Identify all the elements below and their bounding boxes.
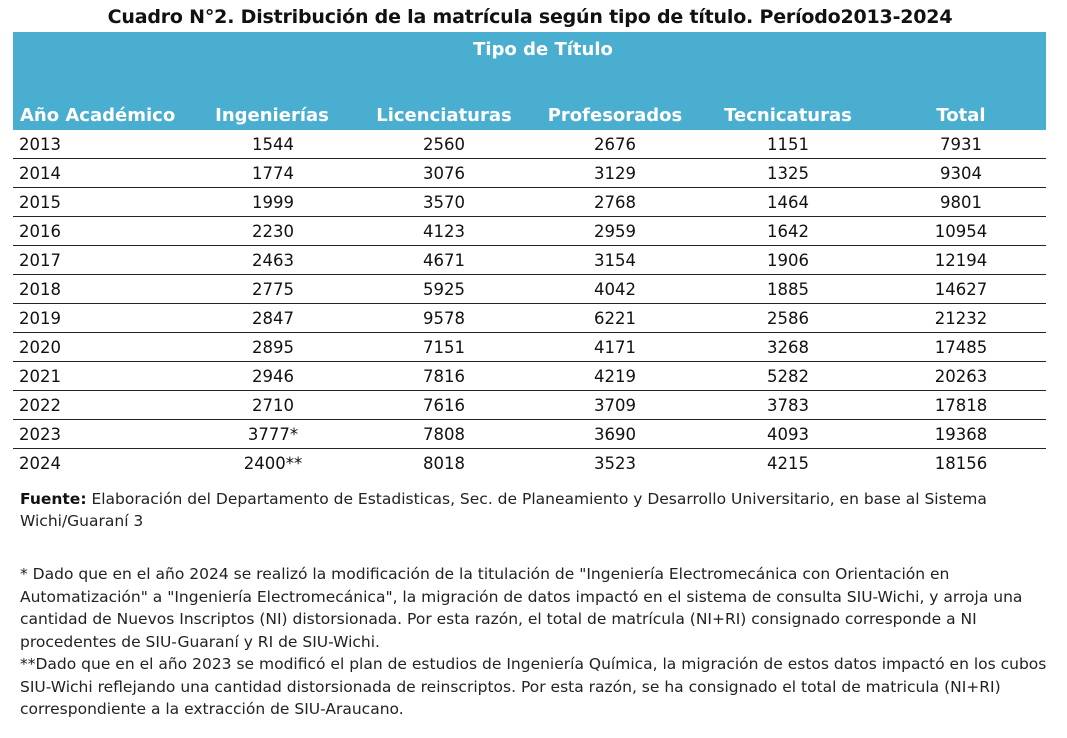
- cell-total: 9801: [940, 193, 982, 212]
- column-header-profesorados: Profesorados: [547, 105, 683, 126]
- cell-profesorados: 4171: [594, 338, 636, 357]
- cell-total: 7931: [940, 135, 982, 154]
- cell-total: 21232: [934, 309, 988, 328]
- source-label: Fuente:: [20, 490, 87, 508]
- cell-ingenierias: 1774: [252, 164, 294, 183]
- cell-tecnicaturas: 1325: [767, 164, 809, 183]
- cell-ingenierias: 2230: [252, 222, 294, 241]
- cell-year: 2018: [19, 280, 61, 299]
- cell-ingenierias: 2710: [252, 396, 294, 415]
- cell-year: 2024: [19, 454, 61, 473]
- cell-year: 2022: [19, 396, 61, 415]
- cell-licenciaturas: 7808: [423, 425, 465, 444]
- cell-tecnicaturas: 3783: [767, 396, 809, 415]
- cell-profesorados: 2676: [594, 135, 636, 154]
- cell-year: 2013: [19, 135, 61, 154]
- cell-profesorados: 3523: [594, 454, 636, 473]
- table-row: [13, 391, 1046, 420]
- cell-profesorados: 2768: [594, 193, 636, 212]
- cell-licenciaturas: 7151: [423, 338, 465, 357]
- cell-tecnicaturas: 1642: [767, 222, 809, 241]
- cell-ingenierias: 2463: [252, 251, 294, 270]
- cell-ingenierias: 2400**: [243, 454, 303, 473]
- enrollment-table: [13, 32, 1046, 477]
- cell-profesorados: 6221: [594, 309, 636, 328]
- table-row: [13, 449, 1046, 477]
- cell-profesorados: 4042: [594, 280, 636, 299]
- cell-tecnicaturas: 1885: [767, 280, 809, 299]
- cell-tecnicaturas: 1906: [767, 251, 809, 270]
- cell-licenciaturas: 4671: [423, 251, 465, 270]
- table-title: Cuadro N°2. Distribución de la matrícula según tipo de título. Período2013-2024: [107, 6, 953, 28]
- footnote-double-asterisk: **Dado que en el año 2023 se modificó el plan de estudios de Ingeniería Química, la migración de estos datos impactó en los cubos SIU-Wichi reflejando una cantidad distorsionada de reinscriptos. Por esta razón, se ha consignado el total de matricula (NI+RI) correspondiente a la extracción de SIU-Araucano.: [20, 655, 1047, 718]
- source-text: Elaboración del Departamento de Estadisticas, Sec. de Planeamiento y Desarrollo Universitario, en base al Sistema Wichi/Guaraní 3: [20, 490, 987, 530]
- column-header-total: Total: [936, 105, 986, 126]
- column-header-ingenierias: Ingenierías: [215, 105, 329, 126]
- source-note: [20, 488, 1050, 532]
- cell-profesorados: 3129: [594, 164, 636, 183]
- cell-year: 2017: [19, 251, 61, 270]
- cell-year: 2015: [19, 193, 61, 212]
- table-row: [13, 275, 1046, 304]
- cell-profesorados: 3709: [594, 396, 636, 415]
- cell-total: 12194: [934, 251, 988, 270]
- cell-profesorados: 2959: [594, 222, 636, 241]
- cell-year: 2020: [19, 338, 61, 357]
- table-row: [13, 333, 1046, 362]
- cell-ingenierias: 1999: [252, 193, 294, 212]
- table-row: [13, 246, 1046, 275]
- table-row: [13, 362, 1046, 391]
- cell-total: 9304: [940, 164, 982, 183]
- table-row: [13, 159, 1046, 188]
- cell-ingenierias: 2946: [252, 367, 294, 386]
- cell-year: 2021: [19, 367, 61, 386]
- cell-year: 2023: [19, 425, 61, 444]
- cell-total: 19368: [934, 425, 988, 444]
- cell-licenciaturas: 9578: [423, 309, 465, 328]
- cell-licenciaturas: 2560: [423, 135, 465, 154]
- cell-tecnicaturas: 3268: [767, 338, 809, 357]
- cell-tecnicaturas: 5282: [767, 367, 809, 386]
- cell-tecnicaturas: 4215: [767, 454, 809, 473]
- cell-licenciaturas: 3570: [423, 193, 465, 212]
- cell-licenciaturas: 3076: [423, 164, 465, 183]
- table-row: [13, 217, 1046, 246]
- cell-ingenierias: 2775: [252, 280, 294, 299]
- table-body: [13, 130, 1046, 477]
- table-header: [13, 32, 1046, 130]
- table-row: [13, 130, 1046, 159]
- cell-year: 2019: [19, 309, 61, 328]
- table-row: [13, 420, 1046, 449]
- table-row: [13, 304, 1046, 333]
- cell-ingenierias: 3777*: [247, 425, 299, 444]
- cell-tecnicaturas: 4093: [767, 425, 809, 444]
- cell-licenciaturas: 8018: [423, 454, 465, 473]
- cell-total: 14627: [934, 280, 988, 299]
- cell-tecnicaturas: 1464: [767, 193, 809, 212]
- cell-year: 2016: [19, 222, 61, 241]
- cell-ingenierias: 2895: [252, 338, 294, 357]
- cell-tecnicaturas: 1151: [767, 135, 809, 154]
- footnote-single-asterisk: * Dado que en el año 2024 se realizó la modificación de la titulación de "Ingeniería Electromecánica con Orientación en Automatización" a "Ingeniería Electromecánica", la migración de datos impactó en el sistema de consulta SIU-Wichi, y arroja una cantidad de Nuevos Inscriptos (NI) distorsionada. Por esta razón, el total de matrícula (NI+RI) consignado corresponde a NI procedentes de SIU-Guaraní y RI de SIU-Wichi.: [20, 565, 1023, 651]
- column-header-tecnicaturas: Tecnicaturas: [724, 105, 852, 126]
- cell-licenciaturas: 5925: [423, 280, 465, 299]
- cell-ingenierias: 1544: [252, 135, 294, 154]
- cell-licenciaturas: 4123: [423, 222, 465, 241]
- cell-licenciaturas: 7616: [423, 396, 465, 415]
- cell-total: 10954: [934, 222, 988, 241]
- cell-total: 17485: [934, 338, 988, 357]
- column-header-licenciaturas: Licenciaturas: [376, 105, 512, 126]
- group-header-tipo-de-titulo: Tipo de Título: [473, 39, 613, 60]
- footnotes: [20, 563, 1050, 721]
- cell-year: 2014: [19, 164, 61, 183]
- cell-licenciaturas: 7816: [423, 367, 465, 386]
- cell-profesorados: 3690: [594, 425, 636, 444]
- cell-total: 17818: [934, 396, 988, 415]
- cell-profesorados: 4219: [594, 367, 636, 386]
- column-header-ano-academico: Año Académico: [20, 105, 176, 126]
- cell-tecnicaturas: 2586: [767, 309, 809, 328]
- table-row: [13, 188, 1046, 217]
- cell-total: 20263: [934, 367, 988, 386]
- cell-profesorados: 3154: [594, 251, 636, 270]
- cell-ingenierias: 2847: [252, 309, 294, 328]
- cell-total: 18156: [934, 454, 988, 473]
